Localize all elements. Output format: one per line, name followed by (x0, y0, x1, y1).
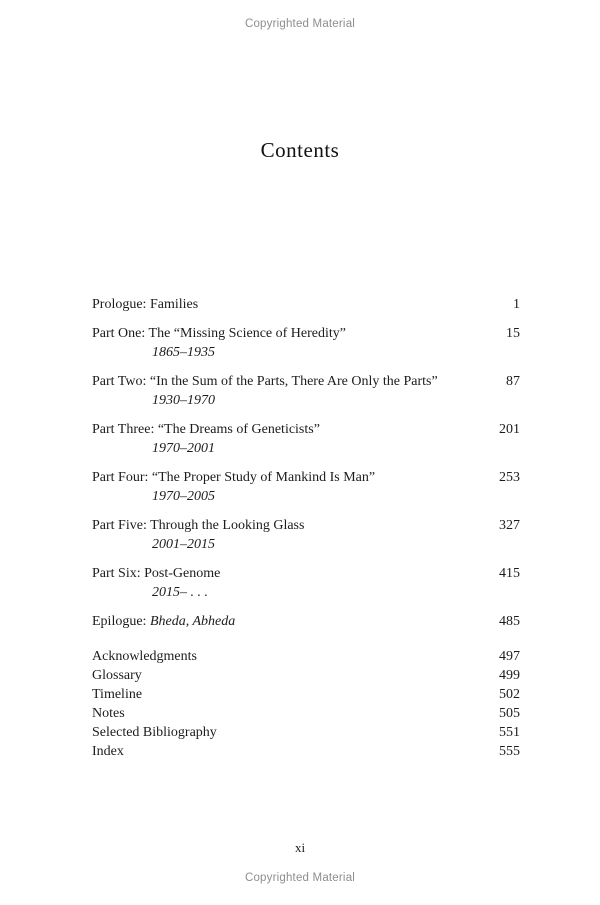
toc-entry-dates: 1865–1935 (152, 345, 215, 360)
toc-entry-label: Part One: The “Missing Science of Heredity” (92, 326, 347, 341)
toc-entry-label (92, 612, 494, 631)
toc-entry-dates: 2015– . . . (152, 585, 208, 600)
toc-entry-label: Prologue: Families (92, 297, 199, 312)
toc-entry-label: Part Two: “In the Sum of the Parts, There Are Only the Parts” (92, 374, 438, 389)
backmatter-item-page: 499 (499, 668, 520, 683)
toc-entry-label-text: Epilogue: (92, 614, 150, 629)
toc-entry-prologue (92, 295, 520, 314)
copyright-notice-bottom: Copyrighted Material (244, 872, 356, 884)
backmatter-item-acknowledgments (92, 647, 520, 666)
toc-entry-page: 87 (506, 374, 520, 389)
toc-entry-epilogue (92, 612, 520, 631)
backmatter-item-page: 502 (499, 687, 520, 702)
toc-entry-page: 485 (499, 614, 520, 629)
backmatter-item-timeline (92, 685, 520, 704)
backmatter-item-page: 551 (499, 725, 520, 740)
toc-entry-page: 201 (499, 422, 520, 437)
toc-entry-part-six (92, 564, 520, 602)
backmatter-item-page: 555 (499, 744, 520, 759)
toc-entry-dates: 1930–1970 (152, 393, 215, 408)
backmatter-item-label: Timeline (92, 687, 143, 702)
toc-entry-dates: 1970–2005 (152, 489, 215, 504)
backmatter-item-selected-bibliography (92, 723, 520, 742)
toc-entry-label: Part Four: “The Proper Study of Mankind Is Man” (92, 470, 376, 485)
toc-entry-label: Part Three: “The Dreams of Geneticists” (92, 422, 320, 437)
toc-entry-label: Part Five: Through the Looking Glass (92, 518, 305, 533)
toc-entry-part-two (92, 372, 520, 410)
toc-entry-label-italic: Bheda, Abheda (149, 614, 236, 629)
backmatter-item-label: Notes (92, 706, 125, 721)
toc-entry-label: Part Six: Post-Genome (92, 566, 221, 581)
toc-entry-page: 327 (499, 518, 520, 533)
backmatter-item-label: Acknowledgments (92, 649, 197, 664)
backmatter-item-page: 497 (499, 649, 520, 664)
page-title: Contents (260, 138, 340, 162)
backmatter-list (92, 647, 520, 761)
toc-entry-dates: 1970–2001 (152, 441, 215, 456)
toc-entry-part-one (92, 324, 520, 362)
backmatter-item-glossary (92, 666, 520, 685)
toc-entry-part-five (92, 516, 520, 554)
backmatter-item-label: Index (92, 744, 124, 759)
copyright-notice-top: Copyrighted Material (244, 18, 356, 30)
toc-entry-page: 15 (506, 326, 520, 341)
toc-entry-part-three (92, 420, 520, 458)
toc-entry-page: 415 (499, 566, 520, 581)
toc-entry-dates: 2001–2015 (152, 537, 215, 552)
table-of-contents (92, 295, 520, 761)
backmatter-item-notes (92, 704, 520, 723)
backmatter-item-page: 505 (499, 706, 520, 721)
backmatter-item-index (92, 742, 520, 761)
backmatter-item-label: Selected Bibliography (92, 725, 217, 740)
backmatter-item-label: Glossary (92, 668, 142, 683)
toc-entry-page: 253 (499, 470, 520, 485)
toc-entry-page: 1 (513, 297, 520, 312)
folio-page-number: xi (294, 840, 306, 855)
toc-entry-part-four (92, 468, 520, 506)
